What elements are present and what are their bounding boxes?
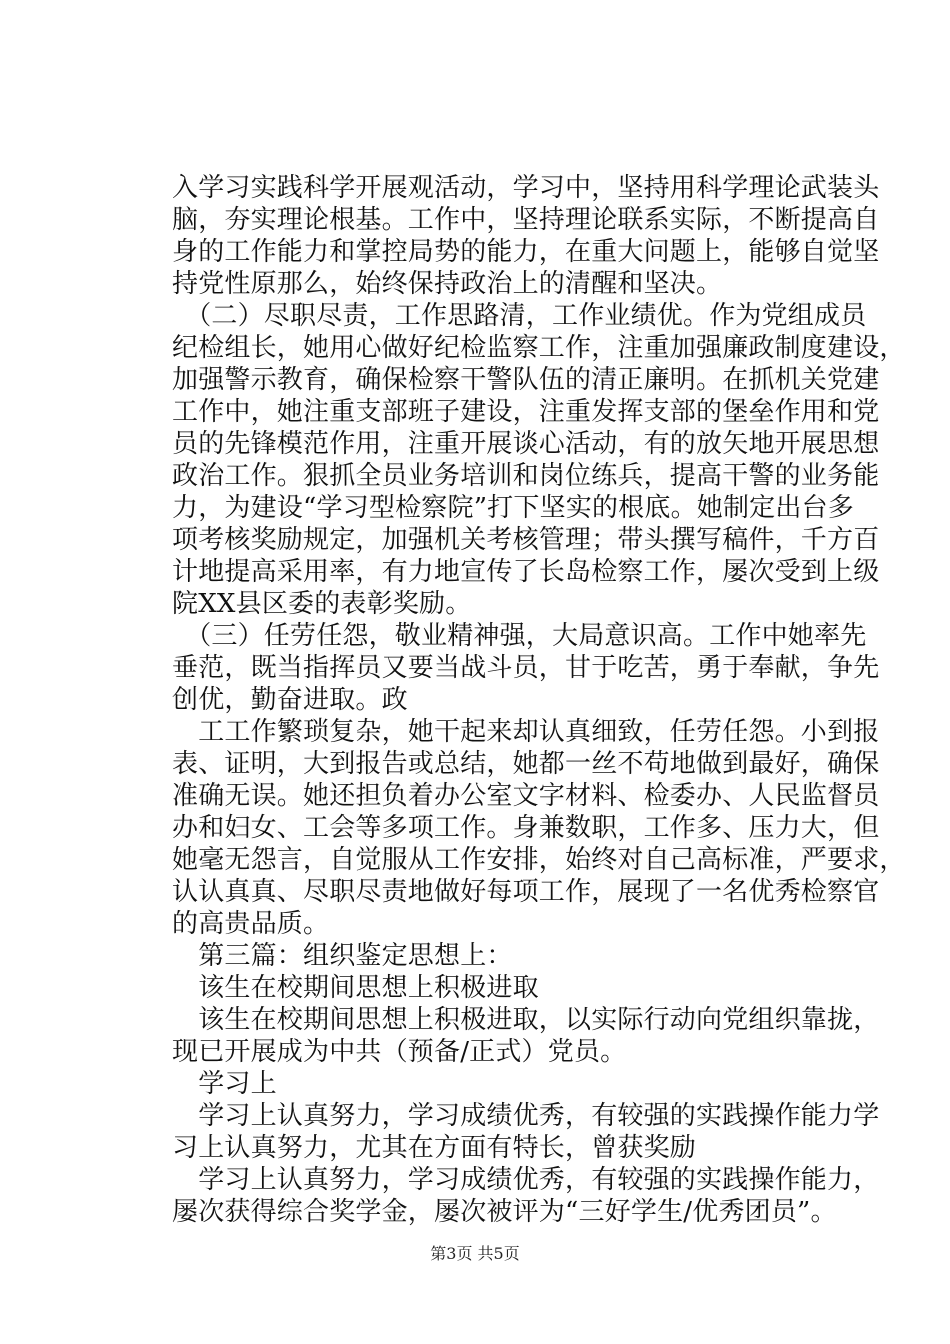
- text-line: 学习上认真努力，学习成绩优秀，有较强的实践操作能力学: [172, 1101, 880, 1131]
- text-line: 该生在校期间思想上积极进取: [172, 973, 539, 1003]
- text-line: 纪检组长，她用心做好纪检监察工作，注重加强廉政制度建设，: [172, 333, 906, 363]
- page-number-footer: 第3页 共5页: [430, 1244, 520, 1263]
- text-line: 力，为建设“学习型检察院”打下坚实的根底。她制定出台多: [172, 493, 854, 523]
- section-heading: 第三篇：组织鉴定思想上：: [172, 941, 513, 971]
- text-line: 她毫无怨言，自觉服从工作安排，始终对自己高标准，严要求，: [172, 845, 906, 875]
- text-line: 计地提高采用率，有力地宣传了长岛检察工作，屡次受到上级: [172, 557, 880, 587]
- text-line: 工作中，她注重支部班子建设，注重发挥支部的堡垒作用和党: [172, 397, 880, 427]
- text-line: 学习上认真努力，学习成绩优秀，有较强的实践操作能力，: [172, 1165, 880, 1195]
- text-line: 员的先锋模范作用，注重开展谈心活动，有的放矢地开展思想: [172, 429, 880, 459]
- text-line: （二）尽职尽责，工作思路清，工作业绩优。作为党组成员: [172, 301, 867, 331]
- text-line: 办和妇女、工会等多项工作。身兼数职，工作多、压力大，但: [172, 813, 880, 843]
- text-line: 表、证明，大到报告或总结，她都一丝不苟地做到最好，确保: [172, 749, 880, 779]
- text-line: 创优，勤奋进取。政: [172, 685, 408, 715]
- text-line: 加强警示教育，确保检察干警队伍的清正廉明。在抓机关党建: [172, 365, 880, 395]
- document-body: [172, 172, 906, 1228]
- text-line: 入学习实践科学开展观活动，学习中，坚持用科学理论武装头: [172, 173, 880, 203]
- text-line: 准确无误。她还担负着办公室文字材料、检委办、人民监督员: [172, 781, 880, 811]
- text-line: 垂范，既当指挥员又要当战斗员，甘于吃苦，勇于奉献，争先: [172, 653, 880, 683]
- text-line: 该生在校期间思想上积极进取，以实际行动向党组织靠拢，: [172, 1005, 880, 1035]
- text-line: 现已开展成为中共（预备/正式）党员。: [172, 1037, 627, 1067]
- text-line: （三）任劳任怨，敬业精神强，大局意识高。工作中她率先: [172, 621, 867, 651]
- text-line: 持党性原那么，始终保持政治上的清醒和坚决。: [172, 269, 723, 299]
- text-line: 工工作繁琐复杂，她干起来却认真细致，任劳任怨。小到报: [172, 717, 880, 747]
- text-line: 院XX县区委的表彰奖励。: [172, 589, 472, 619]
- text-line: 政治工作。狠抓全员业务培训和岗位练兵，提高干警的业务能: [172, 461, 880, 491]
- text-line: 认认真真、尽职尽责地做好每项工作，展现了一名优秀检察官: [172, 877, 880, 907]
- text-line: 屡次获得综合奖学金，屡次被评为“三好学生/优秀团员”。: [172, 1197, 837, 1227]
- text-line: 的高贵品质。: [172, 909, 330, 939]
- text-line: 学习上: [172, 1069, 277, 1099]
- text-line: 项考核奖励规定，加强机关考核管理；带头撰写稿件，千方百: [172, 525, 880, 555]
- text-line: 习上认真努力，尤其在方面有特长，曾获奖励: [172, 1133, 697, 1163]
- text-line: 脑，夯实理论根基。工作中，坚持理论联系实际，不断提高自: [172, 205, 880, 235]
- text-line: 身的工作能力和掌控局势的能力，在重大问题上，能够自觉坚: [172, 237, 880, 267]
